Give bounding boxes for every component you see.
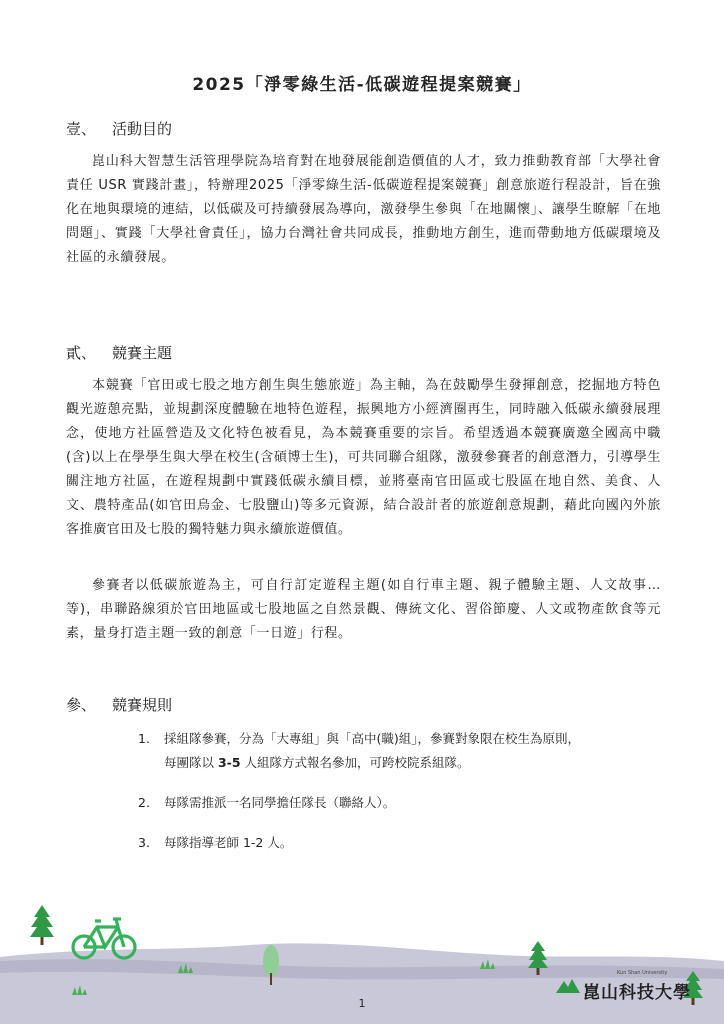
university-logo-text: 崑山科技大學 (583, 983, 691, 1003)
section-number-3: 參、 (66, 696, 97, 714)
section-number-2: 貳、 (66, 344, 97, 362)
rule-team-size: 3-5 (217, 755, 241, 770)
rule-text (164, 727, 678, 775)
page-number: 1 (358, 997, 366, 1010)
rule-text-line-2a: 每團隊以 (164, 755, 218, 770)
rule-text-line-1: 採組隊參賽，分為「大專組」與「高中(職)組」，參賽對象限在校生為原則， (164, 731, 581, 746)
document-title: 2025「淨零綠生活-低碳遊程提案競賽」 (192, 75, 532, 95)
rule-text: 每隊指導老師 1-2 人。 (164, 835, 293, 850)
rule-number: 2. (138, 795, 150, 810)
rule-item (138, 831, 678, 855)
tree-icon (30, 905, 54, 945)
university-name-en: Kun Shan University (617, 970, 668, 976)
rule-text-line-2b: 人組隊方式報名參加，可跨校院系組隊。 (240, 755, 470, 770)
paragraph-purpose: 崑山科大智慧生活管理學院為培育對在地發展能創造價值的人才，致力推動教育部「大學社會責任 USR 實踐計畫」，特辦理2025「淨零綠生活-低碳遊程提案競賽」創意旅遊行程設計，旨在強化在地與環境的連結，以低碳及可持續發展為導向，激發學生參與「在地關懷」、讓學生瞭解「在地問題」、實踐「大學社會責任」，協力台灣社會共同成長，推動地方創生，進而帶動地方低碳環境及社區的永續發展。 (66, 154, 661, 265)
rule-item (138, 791, 678, 815)
paragraph-theme-2: 參賽者以低碳旅遊為主，可自行訂定遊程主題(如自行車主題、親子體驗主題、人文故事… 等)，串聯路線須於官田地區或七股地區之自然景觀、傳統文化、習俗節慶、人文或物產飲食等元素，量身打造主題一致的創意「一日遊」行程。 (66, 578, 661, 641)
section-title-3: 競賽規則 (112, 696, 173, 714)
rules-list (138, 727, 678, 871)
rule-text: 每隊需推派一名同學擔任隊長（聯絡人）。 (164, 795, 396, 810)
rule-number: 3. (138, 835, 150, 850)
section-number-1: 壹、 (66, 120, 97, 138)
rule-item (138, 727, 678, 775)
section-title-2: 競賽主題 (112, 344, 173, 362)
section-title-1: 活動目的 (112, 120, 173, 138)
paragraph-theme-1: 本競賽「官田或七股之地方創生與生態旅遊」為主軸，為在鼓勵學生發揮創意，挖掘地方特色觀光遊憩亮點，並規劃深度體驗在地特色遊程，振興地方小經濟圈再生，同時融入低碳永續發展理念，使地方社區營造及文化特色被看見，為本競賽重要的宗旨。希望透過本競賽廣邀全國高中職(含)以上在學學生與大學在校生(含碩博士生)，可共同聯合組隊，激發參賽者的創意潛力，引導學生關注地方社區，在遊程規劃中實踐低碳永續目標，並將臺南官田區或七股區在地自然、美食、人文、農特產品(如官田烏金、七股鹽山)等多元資源，結合設計者的旅遊創意規劃，藉此向國內外旅客推廣官田及七股的獨特魅力與永續旅遊價值。 (66, 378, 661, 537)
section-heading-1 (66, 118, 172, 139)
section-heading-3 (66, 694, 172, 715)
rule-number: 1. (138, 731, 150, 746)
section-heading-2 (66, 342, 172, 363)
